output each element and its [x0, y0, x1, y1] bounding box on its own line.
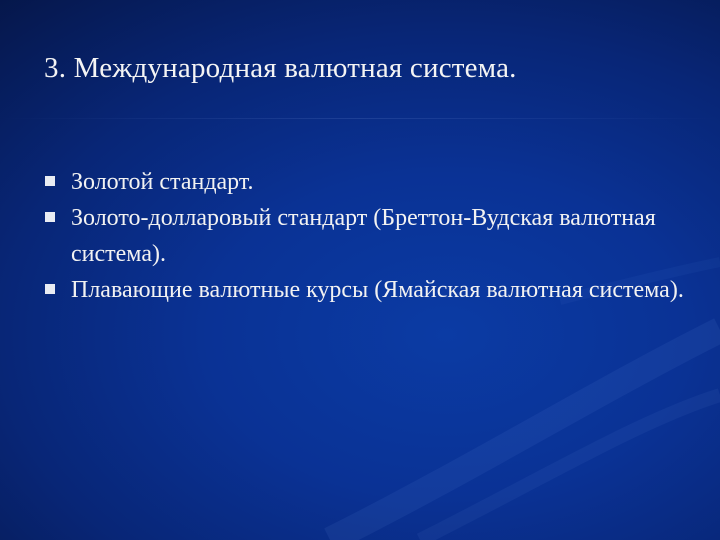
bullet-text: Плавающие валютные курсы (Ямайская валютная система). — [71, 277, 684, 303]
slide-title: 3. Международная валютная система. — [44, 52, 517, 84]
bullet-item — [44, 272, 684, 308]
square-bullet-icon — [45, 176, 55, 186]
bullet-text: Золотой стандарт. — [71, 169, 254, 195]
bullet-text: Золото-долларовый стандарт (Бреттон-Вудская валютная система). — [71, 205, 656, 267]
bullet-item — [44, 200, 684, 272]
bullet-item — [44, 164, 684, 200]
square-bullet-icon — [45, 212, 55, 222]
title-divider — [0, 118, 720, 119]
bullet-list — [44, 164, 684, 308]
square-bullet-icon — [45, 284, 55, 294]
